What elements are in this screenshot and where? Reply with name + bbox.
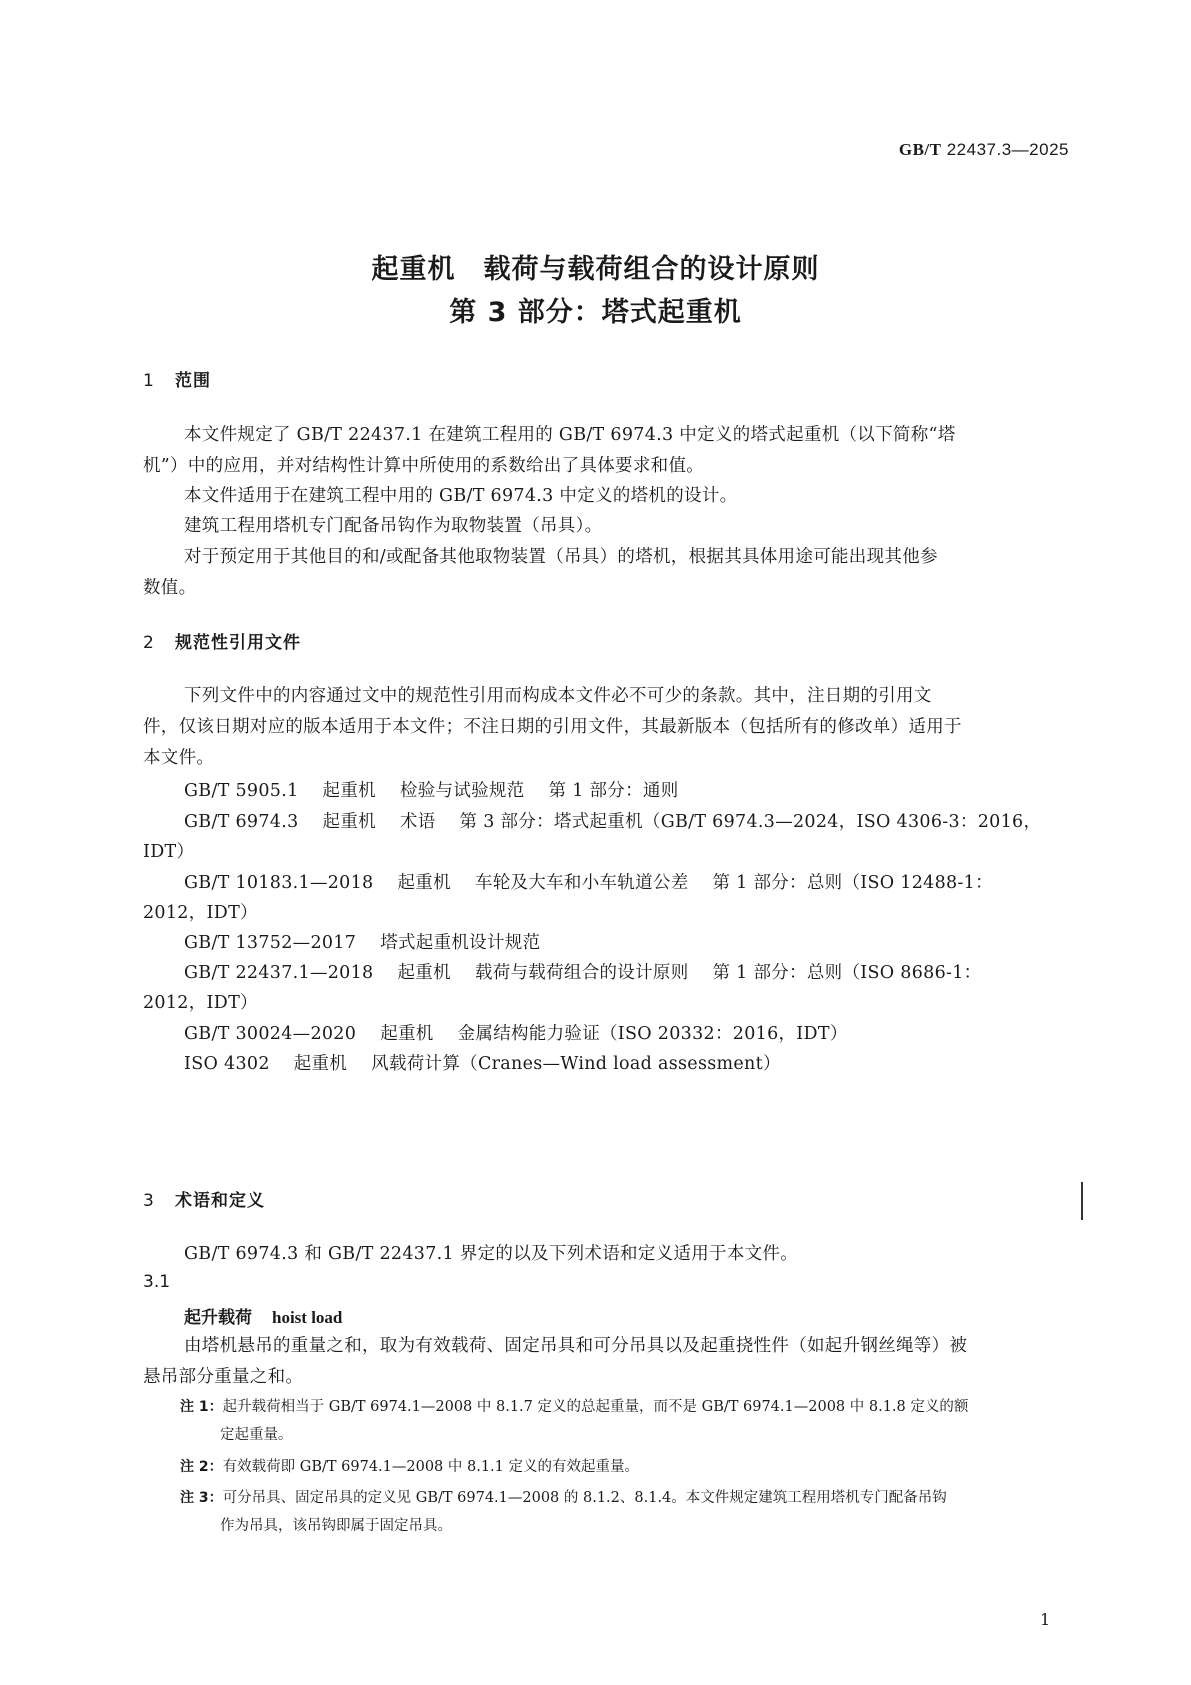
- section-2-para-1: 下列文件中的内容通过文中的规范性引用而构成本文件必不可少的条款。其中，注日期的引用文 件，仅该日期对应的版本适用于本文件；不注日期的引用文件，其最新版本（包括所有的修改单）适用于 本文件。: [143, 686, 962, 768]
- reference-item: GB/T 30024—2020 起重机 金属结构能力验证（ISO 20332：2016，IDT）: [184, 1024, 848, 1044]
- note-3: 注 3：可分吊具、固定吊具的定义见 GB/T 6974.1—2008 的 8.1.2、8.1.4。本文件规定建筑工程用塔机专门配备吊钩 作为吊具，该吊钩即属于固定吊具。: [180, 1490, 947, 1534]
- note-2: 注 2：有效载荷即 GB/T 6974.1—2008 中 8.1.1 定义的有效起重量。: [180, 1459, 639, 1475]
- section-1-para-2: 本文件适用于在建筑工程中用的 GB/T 6974.3 中定义的塔机的设计。: [184, 486, 738, 506]
- reference-item-continuation: 2012，IDT）: [143, 993, 258, 1013]
- section-1-para-1: 本文件规定了 GB/T 22437.1 在建筑工程用的 GB/T 6974.3 中定义的塔式起重机（以下简称“塔 机”）中的应用，并对结构性计算中所使用的系数给出了具体要求和值。: [143, 425, 956, 476]
- term-heading: 起升载荷 hoist load: [184, 1308, 343, 1328]
- reference-item-continuation: 2012，IDT）: [143, 903, 258, 923]
- clause-number: 3.1: [143, 1272, 171, 1292]
- reference-item-continuation: IDT）: [143, 842, 195, 862]
- term-definition: 由塔机悬吊的重量之和，取为有效载荷、固定吊具和可分吊具以及起重挠性件（如起升钢丝绳等）被 悬吊部分重量之和。: [143, 1336, 968, 1387]
- page-number: 1: [1040, 1610, 1051, 1629]
- standard-code: GB/T 22437.3—2025: [898, 140, 1069, 159]
- section-3-para-1: GB/T 6974.3 和 GB/T 22437.1 界定的以及下列术语和定义适用于本文件。: [184, 1244, 799, 1264]
- reference-item: GB/T 22437.1—2018 起重机 载荷与载荷组合的设计原则 第 1 部分：总则（ISO 8686-1：: [184, 963, 982, 983]
- title-line-1: 起重机 载荷与载荷组合的设计原则: [371, 254, 820, 285]
- reference-item: GB/T 6974.3 起重机 术语 第 3 部分：塔式起重机（GB/T 6974.3—2024，ISO 4306-3：2016，: [184, 812, 1042, 832]
- reference-item: GB/T 5905.1 起重机 检验与试验规范 第 1 部分：通则: [184, 781, 679, 801]
- section-2-heading: 2 规范性引用文件: [143, 633, 301, 653]
- reference-item: ISO 4302 起重机 风载荷计算（Cranes—Wind load assessment）: [184, 1054, 781, 1074]
- reference-item: GB/T 13752—2017 塔式起重机设计规范: [184, 933, 541, 953]
- section-1-heading: 1 范围: [143, 371, 211, 391]
- section-3-heading: 3 术语和定义: [143, 1191, 265, 1211]
- section-1-para-4: 对于预定用于其他目的和/或配备其他取物装置（吊具）的塔机，根据其具体用途可能出现其他参 数值。: [143, 547, 938, 598]
- reference-item: GB/T 10183.1—2018 起重机 车轮及大车和小车轨道公差 第 1 部分：总则（ISO 12488-1：: [184, 873, 993, 893]
- margin-change-bar: [1081, 1182, 1083, 1220]
- section-1-para-3: 建筑工程用塔机专门配备吊钩作为取物装置（吊具）。: [184, 516, 603, 536]
- note-1: 注 1：起升载荷相当于 GB/T 6974.1—2008 中 8.1.7 定义的总起重量，而不是 GB/T 6974.1—2008 中 8.1.8 定义的额 定起重量。: [180, 1399, 969, 1443]
- title-line-2: 第 3 部分：塔式起重机: [449, 297, 742, 328]
